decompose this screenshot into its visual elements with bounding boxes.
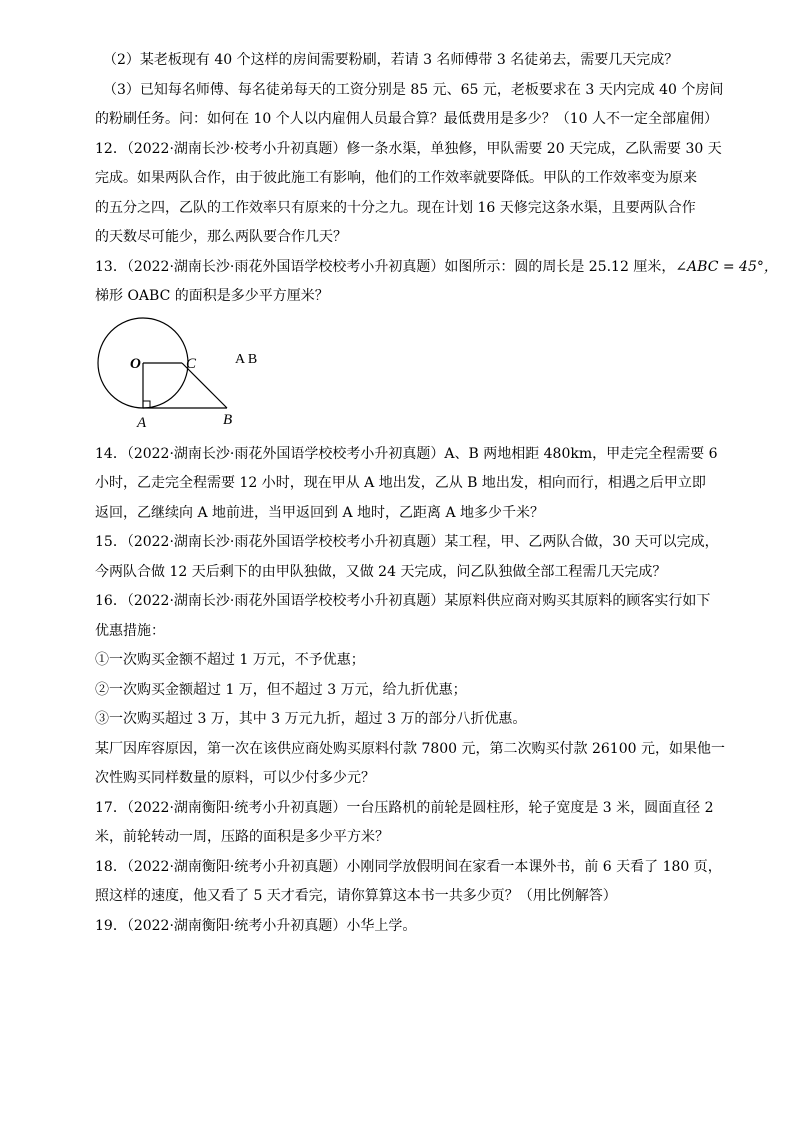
q16-option3: ③一次购买超过 3 万，其中 3 万元九折，超过 3 万的部分八折优惠。	[95, 711, 527, 727]
q19-line1: 19．（2022·湖南衡阳·统考小升初真题）小华上学。	[95, 917, 417, 934]
q11-part2: （2）某老板现有 40 个这样的房间需要粉刷，若请 3 名师傅带 3 名徒弟去，需要几天完成？	[103, 52, 679, 68]
label-a: A	[137, 414, 147, 431]
right-angle-mark	[143, 401, 150, 408]
q16-line2: 优惠措施：	[95, 622, 165, 639]
q13-figure	[95, 312, 695, 440]
label-c: C	[186, 355, 197, 372]
q16-line3: 某厂因库容原因，第一次在该供应商处购买原料付款 7800 元，第二次购买付款 26100 元，如果他一	[95, 740, 725, 757]
q14-line3: 返回，乙继续向 A 地前进，当甲返回到 A 地时，乙距离 A 地多少千米？	[95, 504, 545, 521]
q15-line2: 今两队合做 12 天后剩下的由甲队独做，又做 24 天完成，问乙队独做全部工程需几天完成？	[95, 563, 667, 580]
q12-line1: 12．（2022·湖南长沙·校考小升初真题）修一条水渠，单独修，甲队需要 20 天完成，乙队需要 30 天	[95, 140, 722, 157]
q14-line2: 小时，乙走完全程需要 12 小时，现在甲从 A 地出发，乙从 B 地出发，相向而行，相遇之后甲立即	[95, 475, 706, 491]
q17-line1: 17．（2022·湖南衡阳·统考小升初真题）一台压路机的前轮是圆柱形，轮子宽度是 3 米，圆面直径 2	[95, 799, 714, 816]
q12-line3: 的五分之四，乙队的工作效率只有原来的十分之九。现在计划 16 天修完这条水渠，且要两队合作	[95, 199, 696, 216]
q13-line2: 梯形 OABC 的面积是多少平方厘米？	[95, 288, 329, 304]
document-body	[95, 46, 778, 941]
q17-line2: 米，前轮转动一周，压路的面积是多少平方米？	[95, 829, 389, 845]
q16-option2: ②一次购买金额超过 1 万，但不超过 3 万元，给九折优惠；	[95, 681, 467, 698]
q18-line2: 照这样的速度，他又看了 5 天才看完，请你算算这本书一共多少页？（用比例解答）	[95, 888, 617, 904]
label-b: B	[223, 411, 233, 428]
q16-option1: ①一次购买金额不超过 1 万元，不予优惠；	[95, 652, 365, 668]
q13-angle-math: ∠ABC = 45°，	[675, 258, 778, 275]
q13-line1	[95, 253, 778, 283]
figure-side-note: A B	[235, 351, 258, 367]
circle-trapezoid-diagram	[95, 312, 295, 440]
q16-line1: 16．（2022·湖南长沙·雨花外国语学校校考小升初真题）某原料供应商对购买其原料的顾客实行如下	[95, 593, 711, 609]
q12-line4: 的天数尽可能少，那么两队要合作几天？	[95, 229, 347, 245]
q13-line1-text: 13．（2022·湖南长沙·雨花外国语学校校考小升初真题）如图所示：圆的周长是 25.12 厘米，	[95, 258, 676, 275]
q11-part3-line1: （3）已知每名师傅、每名徒弟每天的工资分别是 85 元、65 元，老板要求在 3 天内完成 40 个房间	[103, 81, 724, 98]
q14-line1: 14．（2022·湖南长沙·雨花外国语学校校考小升初真题）A、B 两地相距 480km，甲走完全程需要 6	[95, 445, 718, 462]
q12-line2: 完成。如果两队合作，由于彼此施工有影响，他们的工作效率就要降低。甲队的工作效率变为原来	[95, 170, 697, 186]
q11-part3-line2: 的粉刷任务。问：如何在 10 个人以内雇佣人员最合算？最低费用是多少？（10 人不一定全部雇佣）	[95, 111, 718, 127]
q16-line4: 次性购买同样数量的原料，可以少付多少元？	[95, 770, 375, 786]
q15-line1: 15．（2022·湖南长沙·雨花外国语学校校考小升初真题）某工程，甲、乙两队合做，30 天可以完成，	[95, 534, 719, 550]
q18-line1: 18．（2022·湖南衡阳·统考小升初真题）小刚同学放假明间在家看一本课外书，前 6 天看了 180 页，	[95, 858, 722, 875]
label-o: O	[130, 355, 141, 372]
